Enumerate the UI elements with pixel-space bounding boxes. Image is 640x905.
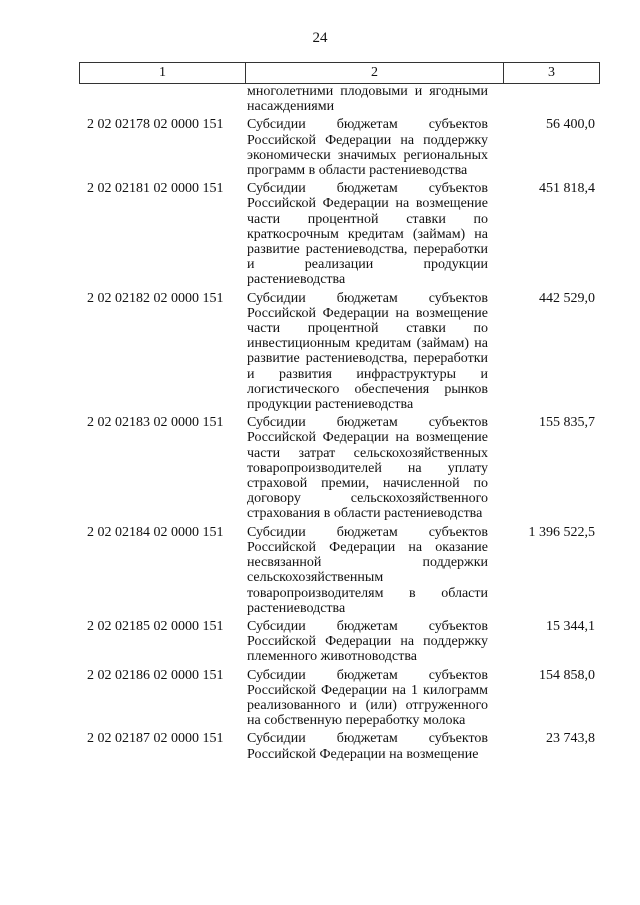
row-code <box>0 84 247 114</box>
table-row <box>0 668 640 729</box>
row-code: 2 02 02182 02 0000 151 <box>87 290 224 306</box>
row-amount: 23 743,8 <box>546 731 595 747</box>
column-header-1: 1 <box>80 63 246 83</box>
row-amount <box>488 84 595 114</box>
row-amount: 56 400,0 <box>546 117 595 133</box>
row-code: 2 02 02184 02 0000 151 <box>87 524 224 540</box>
row-description: Субсидии бюджетам субъектов Российской Федерации на возмещение части затрат сельскохозяйственных товаропроизводителей на уплату страховой премии, начисленной по договору сельскохозяйственного страхования в области растениеводства <box>247 415 488 522</box>
table-row <box>0 117 640 178</box>
row-code: 2 02 02186 02 0000 151 <box>87 667 224 683</box>
column-header-2: 2 <box>246 63 504 83</box>
page-number: 24 <box>312 30 328 46</box>
row-description: многолетними плодовыми и ягодными насаждениями <box>247 84 488 115</box>
table-row <box>0 415 640 521</box>
table-row <box>0 525 640 616</box>
table-row-continuation <box>0 84 640 114</box>
row-description: Субсидии бюджетам субъектов Российской Федерации на возмещение части процентной ставки по инвестиционным кредитам (займам) на развитие растениеводства, переработки и развития инфраструктуры и логистического обеспечения рынков продукции растениеводства <box>247 290 488 413</box>
row-code: 2 02 02178 02 0000 151 <box>87 117 224 133</box>
row-description: Субсидии бюджетам субъектов Российской Федерации на возмещение <box>247 731 488 762</box>
table-body <box>0 84 640 765</box>
row-amount: 15 344,1 <box>546 618 595 634</box>
table-row <box>0 181 640 287</box>
table-row <box>0 619 640 665</box>
row-amount: 451 818,4 <box>539 181 595 197</box>
row-description: Субсидии бюджетам субъектов Российской Федерации на поддержку экономически значимых региональных программ в области растениеводства <box>247 117 488 179</box>
row-amount: 154 858,0 <box>539 667 595 683</box>
column-header-3: 3 <box>548 65 555 80</box>
table-row <box>0 731 640 761</box>
row-amount: 442 529,0 <box>539 290 595 306</box>
row-code: 2 02 02187 02 0000 151 <box>87 731 224 747</box>
row-description: Субсидии бюджетам субъектов Российской Федерации на возмещение части процентной ставки по краткосрочным кредитам (займам) на развитие растениеводства, переработки и реализации продукции растениеводства <box>247 181 488 288</box>
row-description: Субсидии бюджетам субъектов Российской Федерации на оказание несвязанной поддержки сельскохозяйственным товаропроизводителям в области растениеводства <box>247 524 488 616</box>
row-description: Субсидии бюджетам субъектов Российской Федерации на поддержку племенного животноводства <box>247 618 488 665</box>
table-row <box>0 291 640 413</box>
row-code: 2 02 02185 02 0000 151 <box>87 618 224 634</box>
row-amount: 1 396 522,5 <box>528 524 595 540</box>
row-code: 2 02 02183 02 0000 151 <box>87 415 224 431</box>
row-description: Субсидии бюджетам субъектов Российской Федерации на 1 килограмм реализованного и (или) отгруженного на собственную переработку молока <box>247 667 488 729</box>
row-code: 2 02 02181 02 0000 151 <box>87 181 224 197</box>
row-amount: 155 835,7 <box>539 415 595 431</box>
table-header-row <box>79 62 600 84</box>
